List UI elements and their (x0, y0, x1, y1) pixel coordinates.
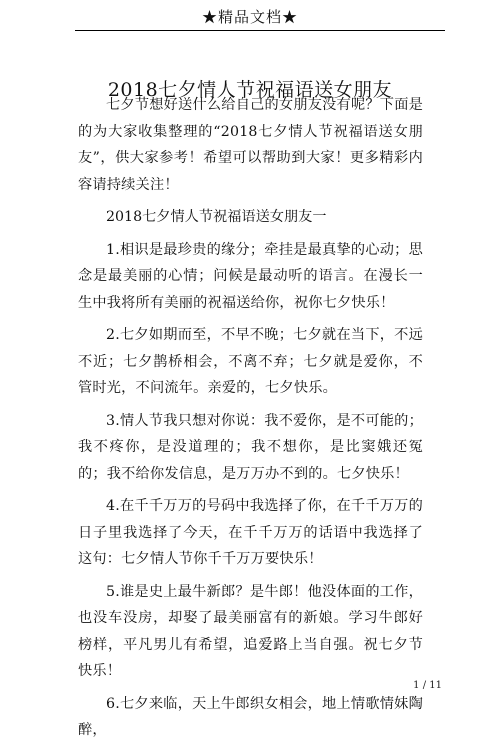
document-body (78, 92, 423, 744)
list-item: 3.情人节我只想对你说：我不爱你，是不可能的；我不疼你，是没道理的；我不想你，是比窦娥还冤的；我不给你发信息，是万万办不到的。七夕快乐！ (78, 412, 423, 482)
section-heading: 2018七夕情人节祝福语送女朋友一 (106, 209, 327, 225)
list-item: 5.谁是史上最牛新郎？是牛郎！他没体面的工作，也没车没房，却娶了最美丽富有的新娘。学习牛郎好榜样，平凡男儿有希望，追爱路上当自强。祝七夕节快乐！ (78, 583, 423, 679)
list-item: 6.七夕来临，天上牛郎织女相会，地上情歌情妹陶醉， (78, 695, 423, 738)
page-title: 2018七夕情人节祝福语送女朋友 (107, 78, 393, 101)
list-item: 2.七夕如期而至，不早不晚；七夕就在当下，不远不近；七夕鹊桥相会，不离不弃；七夕就是爱你，不管时光，不问流年。亲爱的，七夕快乐。 (78, 327, 423, 396)
header-divider (75, 30, 445, 31)
list-item: 4.在千千万万的号码中我选择了你，在千千万万的日子里我选择了今天，在千千万万的话语中我选择了这句：七夕情人节你千千万万要快乐！ (78, 498, 423, 567)
list-item: 1.相识是最珍贵的缘分；牵挂是最真挚的心动；思念是最美丽的心情；问候是最动听的语言。在漫长一生中我将所有美丽的祝福送给你，祝你七夕快乐！ (78, 241, 423, 311)
intro-paragraph: 七夕节想好送什么给自己的女朋友没有呢？下面是的为大家收集整理的“2018七夕情人节祝福语送女朋友”，供大家参考！希望可以帮助到大家！更多精彩内容请持续关注！ (78, 97, 423, 193)
document-header: ★精品文档★ (201, 8, 298, 26)
page-number: 1 / 11 (413, 680, 442, 691)
